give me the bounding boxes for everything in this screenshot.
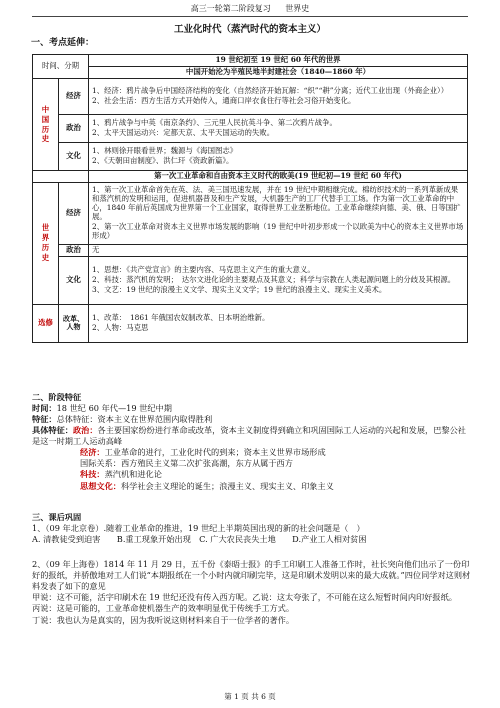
world-culture-3: 3、文艺：19 世纪的浪漫主义文学、现实主义文学；19 世纪的浪漫主义、现实主义美术。 (92, 284, 387, 294)
section-heading-2: 二、阶段特征 (32, 392, 82, 402)
page-header (0, 4, 500, 14)
china-politics-2: 2、太平天国运动兴：定都天京、太平天国运动的失败。 (92, 128, 275, 137)
section-2 (32, 392, 472, 492)
china-economy-cell (89, 79, 468, 115)
spec-intl: 国际关系：西方殖民主义第二次扩张高潮，东方从属于西方 (80, 458, 293, 469)
period-header: 时间、分期 (33, 55, 89, 79)
world-economy-cell (89, 183, 468, 245)
section-heading-1: 一、考点延伸： (31, 38, 95, 48)
china-culture-2: 2、《天朝田亩制度》、洪仁玕《资政新篇》。 (92, 156, 234, 165)
world-history-label: 世 界 历 史 (33, 183, 59, 305)
world-era-spacer (33, 171, 89, 183)
section-3 (32, 512, 472, 626)
elective-label: 选修 (33, 304, 59, 342)
question-2: 2、（09 年上海卷）1814 年 11 月 29 日，五千份《泰晤士报》的手工印刷工人准备工作时，社长突向他们出示了一份印好的报纸，并骄傲地对工人们说“本期报纸在一个小时内就印刷完毕，这是印刷术发明以来的最大成就。”四位同学对这则材料发表了如下的意见 (32, 559, 471, 592)
china-history-label: 中 国 历 史 (33, 79, 59, 171)
china-economy-label: 经济 (59, 79, 89, 115)
spec-culture: 思想文化：科学社会主义理论的诞生；浪漫主义、现实主义、印象主义 (80, 480, 334, 491)
section-heading-3: 三、课后巩固 (32, 512, 82, 522)
page-title: 工业化时代（蒸汽时代的资本主义） (173, 24, 326, 35)
page-footer: 第 1 页 共 6 页 (224, 692, 276, 701)
question-1: 1、（09 年北京卷）.随着工业革命的推进，19 世纪上半期英国出现的新的社会问题是（ ） (32, 523, 365, 534)
elective-2: 2、人物：马克思 (92, 322, 149, 332)
summary-table (32, 54, 468, 343)
world-culture-1: 1、思想：《共产党宣言》的主要内容、马克思主义产生的重大意义。 (92, 265, 315, 275)
china-politics-1: 1、鸦片战争与中英《南京条约》、三元里人民抗英斗争、第二次鸦片战争。 (92, 118, 337, 128)
world-economy-1: 1、第一次工业革命首先在英、法、美三国迅速发展，并在 19 世纪中期相继完成。棉纺织技术的一系列革新成果和蒸汽机的发明和运用，促进机器普及和生产发展，大机器生产的工厂代替手工工场。作为第一次工业革命的中心，1840 年前后英国成为世界第一个工业国家，取得世界工业垄断地位。工业革命继续向德、美、俄、日等国扩展。 (92, 185, 461, 221)
world-culture-label: 文化 (59, 256, 89, 304)
china-era: 19 世纪初至 19 世纪 60 年代的世界 (89, 55, 468, 67)
china-culture-cell (89, 143, 468, 171)
time-line: 时间：18 世纪 60 年代—19 世纪中期 (32, 403, 172, 414)
china-era-sub: 中国开始沦为半殖民地半封建社会（1840—1860 年） (89, 67, 468, 79)
elective-sub-label: 改革、人物 (59, 304, 89, 342)
spec-politics: 具体特征：政治：各主要国家纷纷进行革命或改革，资本主义制度得到确立和巩固国际工人运动的兴起和发展，巴黎公社是这一时期工人运动高峰 (32, 425, 466, 447)
header-subject: 世界史 (285, 4, 310, 13)
header-rule (32, 16, 468, 17)
china-culture-1: 1、林则徐开眼看世界；魏源与《海国图志》 (92, 146, 238, 156)
world-politics-cell: 无 (89, 245, 468, 257)
world-economy-2: 2、第一次工业革命对资本主义世界市场发展的影响（19 世纪中叶初步形成一个以欧美为中心的资本主义世界市场形成） (92, 221, 464, 240)
world-culture-cell (89, 256, 468, 304)
china-culture-label: 文化 (59, 143, 89, 171)
question-1-options: A. 清教徒受到迫害 B.重工现象开始出现 C. 广大农民丧失土地 D.产业工人相对贫困 (32, 534, 367, 545)
elective-cell (89, 304, 468, 342)
china-politics-cell (89, 115, 468, 143)
answer-jia: 甲说：这不可能，活字印刷术在 19 世纪还没有传入西方呢。乙说：这太夸张了，不可能在这么短暂时间内印好报纸。 (32, 592, 457, 603)
world-politics-label: 政治 (59, 245, 89, 257)
answer-bing: 丙说：这是可能的，工业革命使机器生产的效率明显优于传统手工方式。 (32, 603, 295, 614)
china-politics-label: 政治 (59, 115, 89, 143)
china-economy-2: 2、社会生活：西方生活方式开始传入，通商口岸衣食住行等社会习俗开始变化。 (92, 96, 356, 105)
spec-science: 科技：蒸汽机和进化论 (80, 469, 162, 480)
feature-line: 特征：总体特征：资本主义在世界范围内取得胜利 (32, 414, 213, 425)
spec-economy: 经济：工业革命的进行，工业化时代的到来；资本主义世界市场形成 (80, 447, 326, 458)
elective-1: 1、改革： 1861 年俄国农奴制改革、日本明治维新。 (92, 313, 270, 322)
answer-ding: 丁说：我也认为是真实的，因为我听说这则材料来自于一位学者的著作。 (32, 614, 295, 625)
header-course: 高三一轮第二阶段复习 (190, 4, 271, 13)
world-economy-label: 经济 (59, 183, 89, 245)
china-economy-1: 1、经济：鸦片战争后中国经济结构的变化（自然经济开始瓦解：“织”“耕”分离；近代工业出现（外商企业）） (92, 86, 449, 96)
world-culture-2: 2、科技：蒸汽机的发明； 达尔文进化论的主要观点及其意义；科学与宗教在人类起源问题上的分歧及其根源。 (92, 274, 456, 284)
world-era: 第一次工业革命和自由资本主义时代的欧美(19 世纪初—19 世纪 60 年代) (89, 171, 468, 183)
